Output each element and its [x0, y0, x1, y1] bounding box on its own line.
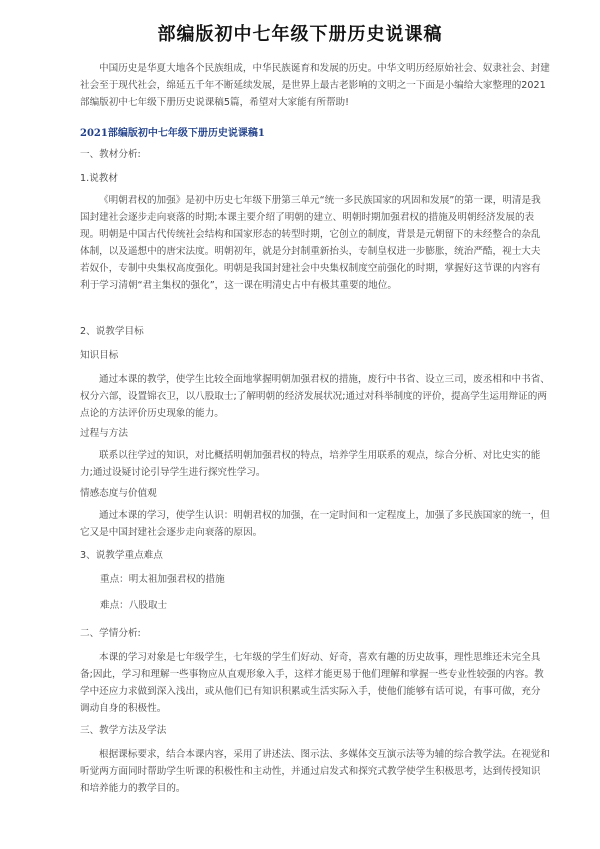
section-heading-teaching-goals: 2、说教学目标	[80, 326, 144, 337]
article-subtitle[interactable]: 2021部编版初中七年级下册历史说课稿1	[80, 128, 265, 139]
section-heading-student-analysis: 二、学情分析:	[80, 628, 141, 639]
subsection-heading-attitude: 情感态度与价值观	[80, 488, 157, 499]
key-point-line: 重点：明太祖加强君权的措施	[100, 574, 225, 585]
page-title: 部编版初中七年级下册历史说课稿	[157, 24, 443, 45]
knowledge-paragraph: 通过本课的教学，使学生比较全面地掌握明朝加强君权的措施，废行中书省、设立三司，废丞相和中书省、权分六部，设置锦衣卫，以八股取士;了解明朝的经济发展状况;通过对科举制度的评价，提高学生运用辩证的两点论的方法评价历史现象的能力。	[80, 374, 550, 419]
difficult-point-line: 难点：八股取士	[100, 600, 168, 611]
methods-paragraph: 根据课标要求，结合本课内容，采用了讲述法、图示法、多媒体交互演示法等为辅的综合教学法。在视觉和听觉两方面同时帮助学生听课的积极性和主动性，并通过启发式和探究式教学使学生积极思考，达到传授知识和培养能力的教学目的。	[80, 749, 550, 794]
textbook-paragraph: 《明朝君权的加强》是初中历史七年级下册第三单元“统一多民族国家的巩固和发展”的第一课，明清是我国封建社会逐步走向衰落的时期;本课主要介绍了明朝的建立、明朝时期加强君权的措施及明朝经济发展的表现。明朝是中国古代传统社会结构和国家形态的转型时期，它创立的制度，背景是元朝留下的未经整合的杂乱体制，以及遥想中的唐宋法度。明朝初年，就是分封制重新抬头，专制皇权进一步膨胀，统治严酷，视士大夫若奴仆，专制中央集权高度强化。明朝是我国封建社会中央集权制度空前强化的时期，掌握好这节课的内容有利于学习清朝“君主集权的强化”，这一课在明清史占中有极其重要的地位。	[80, 195, 541, 291]
attitude-paragraph: 通过本课的学习，使学生认识：明朝君权的加强，在一定时间和一定程度上，加强了多民族国家的统一，但它又是中国封建社会逐步走向衰落的原因。	[80, 510, 550, 538]
subsection-heading-knowledge: 知识目标	[80, 350, 119, 361]
intro-paragraph: 中国历史是华夏大地各个民族组成，中华民族诞育和发展的历史。中华文明历经原始社会、奴隶社会、封建社会至于现代社会，绵延五千年不断延续发展，是世界上最古老影响的文明之一下面是小编给大家整理的2021部编版初中七年级下册历史说课稿5篇，希望对大家能有所帮助!	[80, 63, 550, 108]
subsection-heading-textbook: 1.说教材	[80, 173, 118, 184]
section-heading-textbook-analysis: 一、教材分析:	[80, 149, 141, 160]
student-analysis-paragraph: 本课的学习对象是七年级学生，七年级的学生们好动、好奇，喜欢有趣的历史故事，理性思维还未完全具备;因此，学习和理解一些事物应从直观形象入手，这样才能更易于他们理解和掌握一些专业性较强的内容。教学中还应力求做到深入浅出，或从他们已有知识积累或生活实际入手，使他们能够有话可说，有事可做，充分调动自身的积极性。	[80, 652, 544, 714]
process-paragraph: 联系以往学过的知识，对比概括明朝加强君权的特点，培养学生用联系的观点，综合分析、对比史实的能力;通过设疑讨论引导学生进行探究性学习。	[80, 450, 541, 478]
section-heading-methods: 三、教学方法及学法	[80, 725, 167, 736]
section-heading-key-difficult: 3、说教学重点难点	[80, 550, 163, 561]
subsection-heading-process: 过程与方法	[80, 428, 128, 439]
